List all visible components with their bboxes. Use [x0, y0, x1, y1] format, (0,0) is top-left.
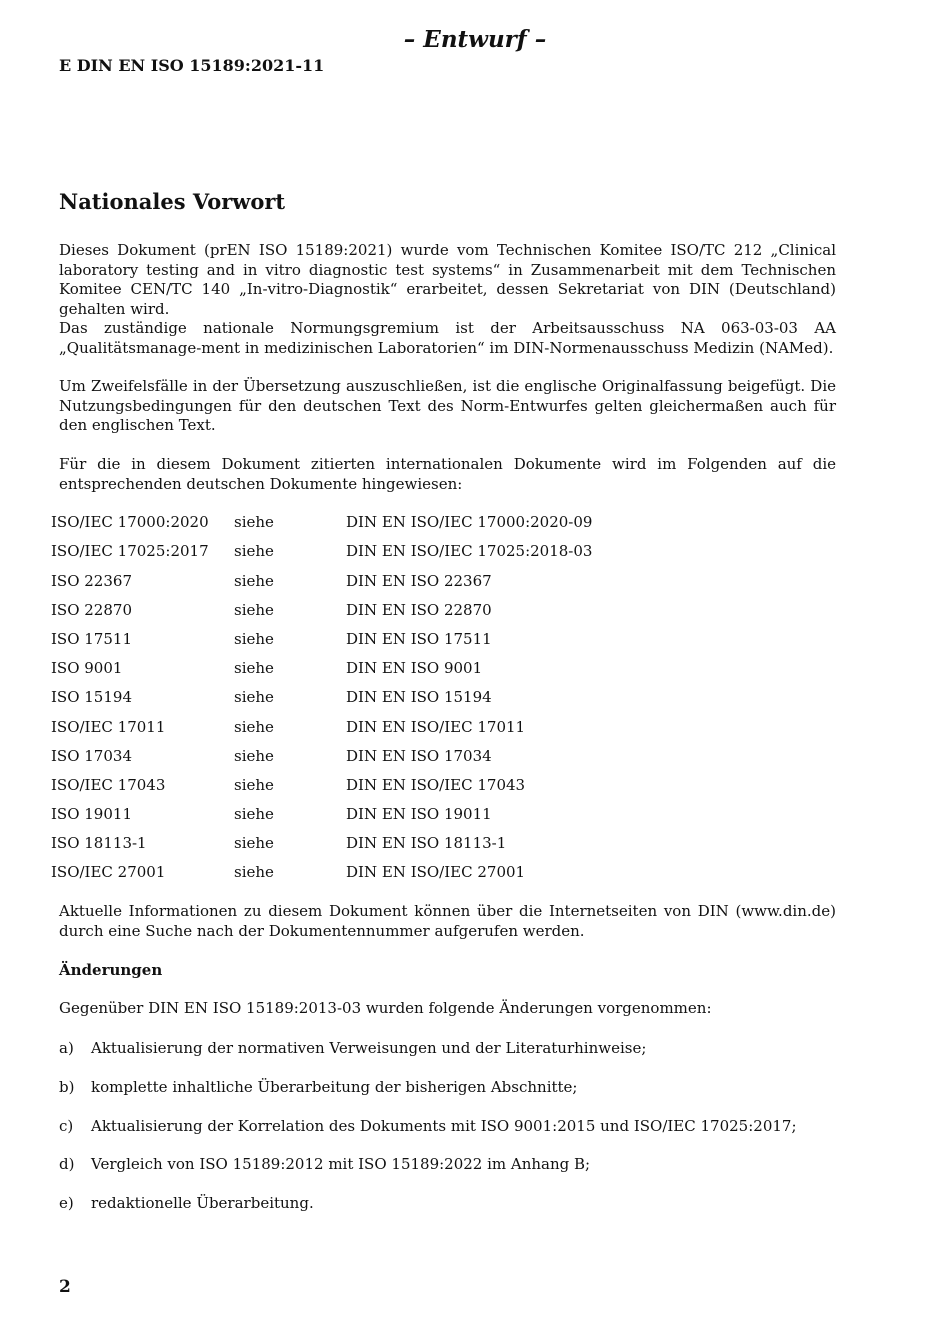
reference-link-word: siehe: [234, 863, 274, 881]
german-standard: DIN EN ISO 19011: [346, 805, 492, 823]
reference-link-word: siehe: [234, 630, 274, 648]
international-standard: ISO/IEC 17025:2017: [51, 542, 209, 560]
international-standard: ISO 17511: [51, 630, 132, 648]
reference-row: [0, 716, 950, 738]
reference-row: [0, 511, 950, 533]
paragraph-current-information: Aktuelle Informationen zu diesem Dokument können über die Internetseiten von DIN (www.din.de) durch eine Suche nach der Dokumentennummer aufgerufen werden.: [59, 902, 836, 940]
international-standard: ISO/IEC 17000:2020: [51, 513, 209, 531]
list-marker: e): [59, 1194, 74, 1212]
paragraph-standards-body: Das zuständige nationale Normungsgremium ist der Arbeitsausschuss NA 063-03-03 AA „Qualitätsmanage-ment in medizinischen Laboratorien“ im DIN-Normenausschuss Medizin (NAMed).: [59, 319, 836, 357]
international-standard: ISO 22367: [51, 572, 132, 590]
list-item-text: Aktualisierung der normativen Verweisungen und der Literaturhinweise;: [91, 1039, 647, 1057]
reference-link-word: siehe: [234, 659, 274, 677]
reference-row: [0, 803, 950, 825]
list-item-text: Aktualisierung der Korrelation des Dokuments mit ISO 9001:2015 und ISO/IEC 17025:2017;: [91, 1117, 797, 1135]
german-standard: DIN EN ISO 22367: [346, 572, 492, 590]
section-title: Nationales Vorwort: [59, 189, 286, 214]
international-standard: ISO 17034: [51, 747, 132, 765]
german-standard: DIN EN ISO 22870: [346, 601, 492, 619]
paragraph-committee: Dieses Dokument (prEN ISO 15189:2021) wurde vom Technischen Komitee ISO/TC 212 „Clinical laboratory testing and in vitro diagnostic test systems“ in Zusammenarbeit mit dem Technischen Komitee CEN/TC 140 „In-vitro-Diagnostik“ erarbeitet, dessen Sekretariat von DIN (Deutschland) gehalten wird.: [59, 241, 836, 318]
reference-row: [0, 686, 950, 708]
reference-link-word: siehe: [234, 747, 274, 765]
list-marker: d): [59, 1155, 75, 1173]
changes-intro: Gegenüber DIN EN ISO 15189:2013-03 wurden folgende Änderungen vorgenommen:: [59, 999, 712, 1017]
list-marker: b): [59, 1078, 75, 1096]
reference-link-word: siehe: [234, 688, 274, 706]
reference-link-word: siehe: [234, 805, 274, 823]
international-standard: ISO 22870: [51, 601, 132, 619]
list-marker: a): [59, 1039, 74, 1057]
reference-link-word: siehe: [234, 513, 274, 531]
reference-row: [0, 599, 950, 621]
reference-row: [0, 861, 950, 883]
document-id: E DIN EN ISO 15189:2021-11: [59, 56, 325, 75]
list-marker: c): [59, 1117, 74, 1135]
german-standard: DIN EN ISO 17034: [346, 747, 492, 765]
german-standard: DIN EN ISO 18113-1: [346, 834, 507, 852]
international-standard: ISO/IEC 17011: [51, 718, 166, 736]
international-standard: ISO/IEC 27001: [51, 863, 166, 881]
german-standard: DIN EN ISO 15194: [346, 688, 492, 706]
paragraph-translation: Um Zweifelsfälle in der Übersetzung auszuschließen, ist die englische Originalfassung beigefügt. Die Nutzungsbedingungen für den deutschen Text des Norm-Entwurfes gelten gleichermaßen auch für den englischen Text.: [59, 377, 836, 434]
reference-row: [0, 774, 950, 796]
list-item-text: Vergleich von ISO 15189:2012 mit ISO 15189:2022 im Anhang B;: [91, 1155, 591, 1173]
international-standard: ISO 15194: [51, 688, 132, 706]
reference-row: [0, 628, 950, 650]
german-standard: DIN EN ISO/IEC 27001: [346, 863, 526, 881]
german-standard: DIN EN ISO/IEC 17000:2020-09: [346, 513, 593, 531]
reference-link-word: siehe: [234, 542, 274, 560]
reference-link-word: siehe: [234, 776, 274, 794]
reference-row: [0, 832, 950, 854]
list-item-text: komplette inhaltliche Überarbeitung der bisherigen Abschnitte;: [91, 1078, 578, 1096]
page-number: 2: [59, 1277, 71, 1297]
changes-heading: Änderungen: [59, 961, 163, 979]
german-standard: DIN EN ISO/IEC 17043: [346, 776, 526, 794]
german-standard: DIN EN ISO 9001: [346, 659, 483, 677]
reference-row: [0, 657, 950, 679]
international-standard: ISO 18113-1: [51, 834, 147, 852]
reference-row: [0, 570, 950, 592]
international-standard: ISO/IEC 17043: [51, 776, 166, 794]
german-standard: DIN EN ISO 17511: [346, 630, 492, 648]
draft-watermark-heading: – Entwurf –: [403, 26, 547, 53]
paragraph-references-intro: Für die in diesem Dokument zitierten internationalen Dokumente wird im Folgenden auf die entsprechenden deutschen Dokumente hingewiesen:: [59, 455, 836, 493]
reference-link-word: siehe: [234, 834, 274, 852]
reference-link-word: siehe: [234, 572, 274, 590]
reference-row: [0, 540, 950, 562]
international-standard: ISO 9001: [51, 659, 123, 677]
reference-link-word: siehe: [234, 718, 274, 736]
list-item-text: redaktionelle Überarbeitung.: [91, 1194, 314, 1212]
german-standard: DIN EN ISO/IEC 17025:2018-03: [346, 542, 593, 560]
reference-row: [0, 745, 950, 767]
reference-link-word: siehe: [234, 601, 274, 619]
international-standard: ISO 19011: [51, 805, 132, 823]
german-standard: DIN EN ISO/IEC 17011: [346, 718, 526, 736]
